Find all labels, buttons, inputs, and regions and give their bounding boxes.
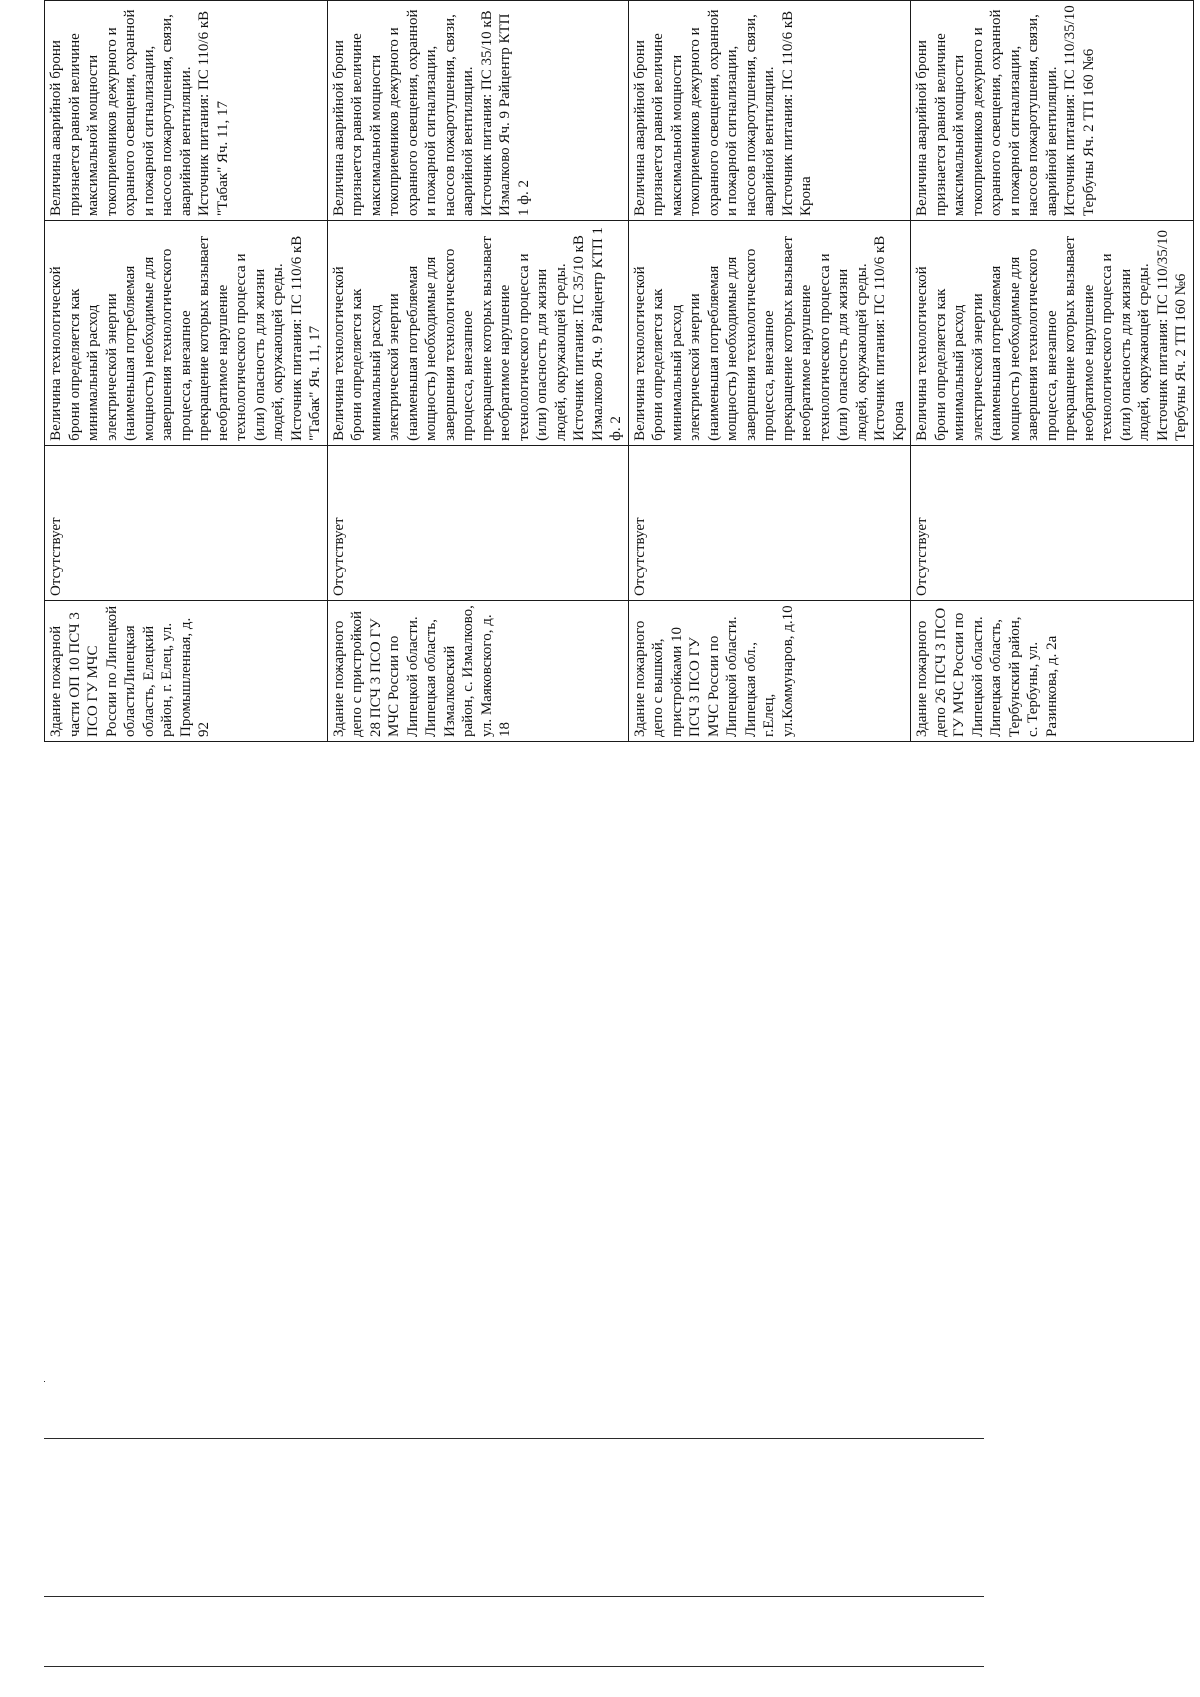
emergency-reserve-cell: Величина аварийной брони признается равной величине максимальной мощности токоприемников дежурного и охранного освещения, охранной и пожарной сигнализации, насосов пожаротушения, связи, аварийной вентиляции. Источник питания: ПС 110/35/10 Тербуны Яч. 2 ТП 160 №6 [911, 1, 1194, 221]
divider-line [44, 1596, 984, 1597]
address-cell: Здание пожарного депо 26 ПСЧ 3 ПСО ГУ МЧС России по Липецкой области. Липецкая область, Тербунский район, с. Тербуны, ул. Разинкова, д. 2а [911, 600, 1194, 741]
status-cell: Отсутствует [327, 445, 628, 600]
emergency-reserve-cell: Величина аварийной брони признается равной величине максимальной мощности токоприемников дежурного и охранного освещения, охранной и пожарной сигнализации, насосов пожаротушения, связи, аварийной вентиляции. Источник питания: ПС 110/6 кВ Крона [628, 1, 911, 221]
table-row [45, 1, 328, 742]
power-reserve-table [44, 0, 1194, 742]
technological-reserve-cell: Величина технологической брони определяется как минимальный расход электрической энергии (наименьшая потребляемая мощность) необходимые для завершения технологического процесса, внезапное прекращение которых вызывает необратимое нарушение технологического процесса и (или) опасность для жизни людей, окружающей среды. Источник питания: ПС 110/35/10 Тербуны Яч. 2 ТП 160 №6 [911, 221, 1194, 446]
divider-line [44, 1381, 45, 1382]
emergency-reserve-cell: Величина аварийной брони признается равной величине максимальной мощности токоприемников дежурного и охранного освещения, охранной и пожарной сигнализации, насосов пожаротушения, связи, аварийной вентиляции. Источник питания: ПС 35/10 кВ Измалково Яч. 9 Райцентр КТП 1 ф. 2 [327, 1, 628, 221]
technological-reserve-cell: Величина технологической брони определяется как минимальный расход электрической энергии (наименьшая потребляемая мощность) необходимые для завершения технологического процесса, внезапное прекращение которых вызывает необратимое нарушение технологического процесса и (или) опасность для жизни людей, окружающей среды. Источник питания: ПС 35/10 кВ Измалково Яч. 9 Райцентр КТП 1 ф. 2 [327, 221, 628, 446]
status-cell: Отсутствует [628, 445, 911, 600]
technological-reserve-cell: Величина технологической брони определяется как минимальный расход электрической энергии (наименьшая потребляемая мощность) необходимые для завершения технологического процесса, внезапное прекращение которых вызывает необратимое нарушение технологического процесса и (или) опасность для жизни людей, окружающей среды. Источник питания: ПС 110/6 кВ "Табак" Яч. 11, 17 [45, 221, 328, 446]
table-row [911, 1, 1194, 742]
table-row [327, 1, 628, 742]
address-cell: Здание пожарного депо с пристройкой 28 ПСЧ 3 ПСО ГУ МЧС России по Липецкой области. Липецкая область, Измалковский район, с. Измалково, ул. Маяковского, д. 18 [327, 600, 628, 741]
status-cell: Отсутствует [911, 445, 1194, 600]
emergency-reserve-cell: Величина аварийной брони признается равной величине максимальной мощности токоприемников дежурного и охранного освещения, охранной и пожарной сигнализации, насосов пожаротушения, связи, аварийной вентиляции. Источник питания: ПС 110/6 кВ "Табак" Яч. 11, 17 [45, 1, 328, 221]
address-cell: Здание пожарной части ОП 10 ПСЧ 3 ПСО ГУ МЧС России по Липецкой областиЛипецкая область, Елецкий район, г. Елец, ул. Промышленная, д. 92 [45, 600, 328, 741]
status-cell: Отсутствует [45, 445, 328, 600]
divider-line [44, 1666, 984, 1667]
technological-reserve-cell: Величина технологической брони определяется как минимальный расход электрической энергии (наименьшая потребляемая мощность) необходимые для завершения технологического процесса, внезапное прекращение которых вызывает необратимое нарушение технологического процесса и (или) опасность для жизни людей, окружающей среды. Источник питания: ПС 110/6 кВ Крона [628, 221, 911, 446]
divider-line [44, 1438, 984, 1439]
address-cell: Здание пожарного депо с вышкой, пристройками 10 ПСЧ 3 ПСО ГУ МЧС России по Липецкой области. Липецкая обл., г.Елец, ул.Коммунаров, д.10 [628, 600, 911, 741]
table-row [628, 1, 911, 742]
